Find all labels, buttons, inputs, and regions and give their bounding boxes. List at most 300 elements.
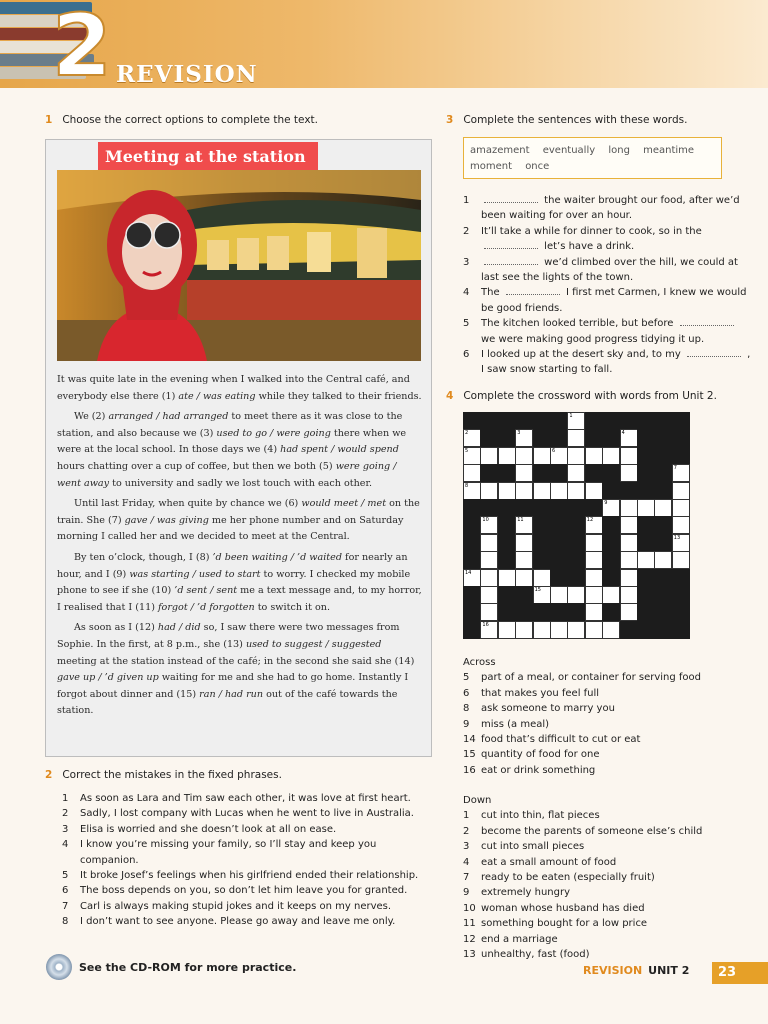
story-option[interactable]: ’d sent / sent [174,585,238,597]
ex3-heading [446,114,687,126]
crossword-cell[interactable] [463,482,481,500]
crossword-cell[interactable] [515,551,533,569]
down-clue-number: 10 [463,902,476,914]
ex3-item-text [481,224,753,255]
crossword-cell[interactable] [515,534,533,552]
crossword-clue-number: 2 [465,430,469,437]
down-clue-text: cut into thin, flat pieces [481,810,600,822]
story-option[interactable]: used to go / were going [216,427,331,439]
crossword-block [585,429,603,447]
crossword-block [515,603,533,621]
ex3-item-number: 3 [463,256,470,268]
crossword-cell[interactable] [463,429,481,447]
story-option[interactable]: used to suggest / suggested [245,638,382,650]
crossword-clue-number: 14 [465,569,472,576]
down-clue-text: end a marriage [481,933,558,945]
crossword-cell[interactable] [654,551,672,569]
story-fragment: to meet there as it was close to the station, and also because we (3) [57,411,403,439]
crossword-block [463,586,481,604]
story-fragment: so, I saw there were two messages from Sophie. In the first, at 8 p.m., she (13) [57,622,400,650]
across-clue-text: quantity of food for one [481,749,600,761]
crossword-block [654,603,672,621]
ex3-item [463,255,753,286]
crossword-cell[interactable] [515,464,533,482]
crossword-cell[interactable] [620,499,638,517]
crossword-block [498,603,516,621]
crossword-cell[interactable] [480,621,498,639]
footer-section: REVISION [583,964,643,977]
ex3-item-text [481,255,753,286]
crossword-clue-number: 3 [517,430,521,437]
crossword-cell[interactable] [498,482,516,500]
crossword-block [567,499,585,517]
story-option[interactable]: forgot / ’d forgotten [158,601,255,613]
crossword-block [654,447,672,465]
down-clue-number: 11 [463,918,476,930]
ex1-instruction: Choose the correct options to complete the text. [62,114,318,126]
ex3-blank[interactable] [687,347,741,357]
crossword-block [637,569,655,587]
crossword-clue-number: 6 [552,447,556,454]
crossword-block [463,603,481,621]
story-option[interactable]: arranged / had arranged [108,411,229,423]
crossword-block [654,621,672,639]
ex3-item-after: we’d climbed over the hill, we could at last see the lights of the town. [481,256,738,284]
ex2-item-text: As soon as Lara and Tim saw each other, it was love at first heart. [80,793,411,804]
ex3-item-text [481,193,753,224]
crossword-cell[interactable] [672,516,690,534]
ex3-item-number: 5 [463,318,470,330]
ex3-item-number: 2 [463,225,470,237]
across-clue [463,732,753,747]
crossword-cell[interactable] [498,447,516,465]
crossword-cell[interactable] [620,551,638,569]
crossword-cell[interactable] [480,586,498,604]
story-paragraph [57,550,423,616]
down-clue [463,855,753,870]
ex4-instruction: Complete the crossword with words from Unit 2. [463,390,717,402]
crossword-cell[interactable] [602,447,620,465]
crossword-clue-number: 8 [465,482,469,489]
crossword-cell[interactable] [620,569,638,587]
ex2-item-number: 1 [62,793,69,804]
down-clue [463,932,753,947]
ex2-item-text: I don’t want to see anyone. Please go away and leave me only. [80,916,396,928]
crossword-cell[interactable] [567,412,585,430]
ex2-number: 2 [45,769,53,781]
crossword-block [463,551,481,569]
story-fragment: there when we were at the local school. In those days we (4) [57,427,407,456]
crossword-block [637,621,655,639]
story-fragment: Until last Friday, when quite by chance we (6) [74,498,302,510]
crossword-block [602,429,620,447]
crossword-block [654,516,672,534]
across-clue-text: food that’s difficult to cut or eat [481,734,641,746]
story-option[interactable]: gave up / ’d given up [57,672,159,684]
across-clue [463,717,753,732]
ex3-item-number: 1 [463,195,470,206]
ex2-item [62,899,432,914]
crossword-cell[interactable] [550,621,568,639]
crossword-clue-number: 1 [569,413,573,419]
footer [583,964,689,977]
crossword-cell[interactable] [654,499,672,517]
down-clue-number: 12 [463,933,476,945]
crossword-block [672,447,690,465]
crossword-cell[interactable] [550,447,568,465]
crossword-block [550,499,568,517]
across-clue [463,701,753,716]
story-fragment: waiting for me and she had to go home. Instantly I forgot about dinner and (15) [57,672,409,700]
story-option[interactable]: ’d been waiting / ’d waited [212,551,342,563]
ex3-item [463,285,753,316]
crossword-cell[interactable] [620,464,638,482]
down-clue-number: 7 [463,872,470,884]
ex2-heading [45,769,282,781]
crossword-block [602,464,620,482]
crossword-block [585,499,603,517]
crossword-cell[interactable] [480,603,498,621]
crossword-block [533,499,551,517]
down-clue [463,824,753,839]
story-title: Meeting at the station [105,147,306,166]
down-clue-text: something bought for a low price [481,918,648,930]
crossword-block [463,534,481,552]
crossword-cell[interactable] [585,447,603,465]
crossword-block [498,586,516,604]
across-clue-number: 15 [463,749,476,761]
ex2-item-number: 8 [62,916,69,928]
across-clue-text: part of a meal, or container for serving food [481,672,702,684]
crossword-block [637,534,655,552]
crossword-cell[interactable] [480,534,498,552]
crossword-block [672,429,690,447]
crossword-cell[interactable] [463,464,481,482]
crossword-cell[interactable] [620,429,638,447]
crossword-cell[interactable] [567,482,585,500]
across-clue [463,747,753,762]
crossword-cell[interactable] [533,569,551,587]
crossword-block [567,569,585,587]
ex3-item-after: I first met Carmen, I knew we would be good friends. [481,287,747,314]
page-title: REVISION [116,61,258,88]
crossword-block [602,603,620,621]
crossword-cell[interactable] [672,499,690,517]
crossword-cell[interactable] [620,586,638,604]
ex3-blank[interactable] [680,316,734,326]
crossword-block [550,534,568,552]
ex2-item [62,822,432,837]
crossword-block [585,412,603,430]
crossword-cell[interactable] [585,534,603,552]
crossword-cell[interactable] [585,482,603,500]
crossword-block [654,412,672,430]
story-fragment: meeting at the station instead of the café; in the second she said she (14) [57,655,415,667]
crossword-clue-number: 7 [673,465,677,472]
story-fragment: to university and sadly we lost touch with each other. [109,477,373,489]
down-clue-text: ready to be eaten (especially fruit) [481,872,655,884]
story-fragment: We (2) [74,411,109,423]
story-option[interactable]: gave / was giving [124,514,209,526]
crossword-block [602,569,620,587]
ex3-item [463,347,753,378]
crossword-cell[interactable] [463,569,481,587]
story-option[interactable]: had / did [157,622,201,634]
story-fragment: to worry. I checked my mobile phone to see if she (10) [57,568,411,597]
crossword-cell[interactable] [567,429,585,447]
crossword-block [654,464,672,482]
ex3-blank[interactable] [484,239,538,249]
crossword-cell[interactable] [567,447,585,465]
across-clue-number: 8 [463,703,470,715]
crossword-cell[interactable] [515,482,533,500]
crossword-block [463,516,481,534]
story-paragraph [57,372,423,405]
across-clue-number: 16 [463,764,476,776]
story-option[interactable]: ran / had run [199,688,264,700]
crossword-cell[interactable] [585,551,603,569]
story-option[interactable]: had spent / would spend [280,444,399,456]
story-option[interactable]: ate / was eating [178,390,256,402]
across-clue-number: 6 [463,687,470,699]
across-clue-number: 9 [463,718,470,730]
crossword-block [654,482,672,500]
crossword-block [602,516,620,534]
crossword-cell[interactable] [480,551,498,569]
crossword-cell[interactable] [533,621,551,639]
story-paragraph [57,620,423,720]
across-label: Across [463,657,496,668]
crossword-cell[interactable] [515,429,533,447]
crossword-cell[interactable] [672,534,690,552]
unit-number: 2 [52,0,112,96]
ex2-item-number: 2 [62,808,69,820]
crossword-block [620,482,638,500]
crossword-block [567,603,585,621]
down-clue [463,947,753,962]
down-clue [463,916,753,931]
crossword-block [620,412,638,430]
crossword-block [654,586,672,604]
ex3-item [463,193,753,224]
crossword-cell[interactable] [672,464,690,482]
across-clue [463,686,753,701]
ex3-item-number: 4 [463,287,470,299]
ex2-item [62,806,432,821]
ex2-item-text: The boss depends on you, so don’t let him leave you for granted. [80,885,408,897]
crossword-cell[interactable] [515,621,533,639]
crossword-cell[interactable] [567,586,585,604]
down-label: Down [463,795,492,806]
crossword-block [672,412,690,430]
ex3-item [463,316,753,347]
story-option[interactable]: would meet / met [301,498,387,510]
crossword-clue-number: 15 [534,587,541,593]
crossword-clue-number: 12 [586,517,594,524]
ex3-item-number: 6 [463,349,470,361]
crossword-block [550,412,568,430]
ex2-item [62,883,432,898]
crossword-cell[interactable] [550,586,568,604]
ex3-blank[interactable] [484,193,538,203]
ex1-number: 1 [45,114,53,126]
ex2-item-text: Sadly, I lost company with Lucas when he went to live in Australia. [80,808,414,820]
crossword-cell[interactable] [533,447,551,465]
ex2-item [62,791,432,806]
down-clue-number: 1 [463,810,470,822]
crossword-block [672,603,690,621]
crossword-block [480,412,498,430]
crossword-cell[interactable] [620,516,638,534]
ex3-item-after: let’s have a drink. [541,241,635,253]
ex2-item-number: 6 [62,885,69,897]
ex2-item-number: 5 [62,870,69,882]
crossword-cell[interactable] [480,447,498,465]
crossword-cell[interactable] [585,569,603,587]
crossword-cell[interactable] [637,499,655,517]
cd-rom-note: See the CD-ROM for more practice. [79,961,297,974]
story-text [57,372,423,724]
crossword-block [550,516,568,534]
crossword-cell[interactable] [463,447,481,465]
crossword-block [515,412,533,430]
crossword-cell[interactable] [480,482,498,500]
story-option[interactable]: were going / went away [57,460,397,489]
ex3-blank[interactable] [506,285,560,295]
crossword-clue-number: 4 [621,430,625,437]
ex3-item-before: The kitchen looked terrible, but before [481,318,677,330]
ex2-item-text: Carl is always making stupid jokes and it keeps on my nerves. [80,900,392,912]
crossword-cell[interactable] [498,621,516,639]
down-clue-text: unhealthy, fast (food) [481,949,590,961]
crossword-block [672,586,690,604]
story-fragment: for nearly an hour, and I (9) [57,551,408,580]
crossword-cell[interactable] [672,482,690,500]
ex2-list [62,791,432,930]
ex2-item-text: I know you’re missing your family, so I’ll stay and keep you companion. [80,839,377,866]
crossword-block [567,551,585,569]
crossword-block [498,412,516,430]
story-fragment: while they talked to their friends. [255,390,422,402]
ex3-item-after: , I saw snow starting to fall. [481,349,751,376]
crossword-block [654,534,672,552]
down-clue [463,808,753,823]
crossword-cell[interactable] [550,482,568,500]
crossword-block [654,429,672,447]
crossword-cell[interactable] [585,516,603,534]
crossword-cell[interactable] [567,621,585,639]
crossword-cell[interactable] [585,621,603,639]
word-box: amazement eventually long meantime moment once [463,137,722,179]
crossword-cell[interactable] [567,464,585,482]
crossword-cell[interactable] [602,621,620,639]
across-clue-text: ask someone to marry you [481,703,615,715]
crossword-block [550,429,568,447]
down-clues [463,793,753,962]
cd-rom-icon [46,954,72,980]
crossword-block [654,569,672,587]
ex3-item-before: The [481,287,503,299]
crossword-block [498,464,516,482]
ex3-item-after: the waiter brought our food, after we’d been waiting for over an hour. [481,195,740,222]
crossword-cell[interactable] [620,603,638,621]
crossword-block [637,447,655,465]
crossword-cell[interactable] [620,447,638,465]
story-fragment: As soon as I (12) [74,622,158,634]
ex2-instruction: Correct the mistakes in the fixed phrases. [62,769,282,781]
crossword-cell[interactable] [602,586,620,604]
crossword-block [480,499,498,517]
down-clue [463,870,753,885]
crossword-block [498,534,516,552]
down-clue-text: become the parents of someone else’s child [481,825,703,837]
ex3-blank[interactable] [484,255,538,265]
crossword-block [550,551,568,569]
crossword-cell[interactable] [672,551,690,569]
crossword-cell[interactable] [480,569,498,587]
crossword-block [672,569,690,587]
crossword-block [480,429,498,447]
crossword-block [533,429,551,447]
ex2-item-number: 3 [62,823,69,835]
ex3-item-text [481,285,753,316]
crossword-block [550,569,568,587]
crossword-block [637,516,655,534]
ex1-heading [45,114,318,126]
ex3-number: 3 [446,114,454,126]
ex3-item-after: we were making good progress tidying it up. [481,333,705,345]
crossword-clue-number: 5 [465,447,469,454]
crossword-block [533,412,551,430]
crossword-cell[interactable] [515,516,533,534]
down-clue-text: cut into small pieces [481,841,585,853]
crossword-block [463,499,481,517]
story-option[interactable]: was starting / used to start [129,568,261,580]
crossword-cell[interactable] [533,482,551,500]
crossword-block [533,534,551,552]
ex3-list [463,193,753,378]
ex4-heading [446,390,717,402]
crossword-cell[interactable] [533,586,551,604]
down-clue-number: 13 [463,949,476,961]
crossword-cell[interactable] [585,586,603,604]
down-clue-text: eat a small amount of food [481,856,617,868]
ex2-item-number: 4 [62,839,69,851]
story-fragment: me a text message and, to my horror, I realised that I (11) [57,585,422,613]
crossword-block [567,516,585,534]
crossword-block [637,603,655,621]
crossword-block [533,603,551,621]
crossword-cell[interactable] [480,516,498,534]
crossword-cell[interactable] [515,447,533,465]
crossword-cell[interactable] [498,569,516,587]
crossword-cell[interactable] [585,603,603,621]
crossword-block [533,464,551,482]
down-clue-number: 3 [463,841,470,853]
story-title-bar [98,142,318,172]
ex3-item-text [481,316,753,347]
crossword-cell[interactable] [637,551,655,569]
crossword-block [602,534,620,552]
ex3-item-text [481,347,753,378]
crossword-block [533,551,551,569]
crossword-cell[interactable] [620,534,638,552]
crossword-block [515,499,533,517]
crossword-block [637,586,655,604]
crossword-cell[interactable] [602,499,620,517]
crossword-cell[interactable] [515,569,533,587]
footer-unit: UNIT 2 [648,964,690,977]
